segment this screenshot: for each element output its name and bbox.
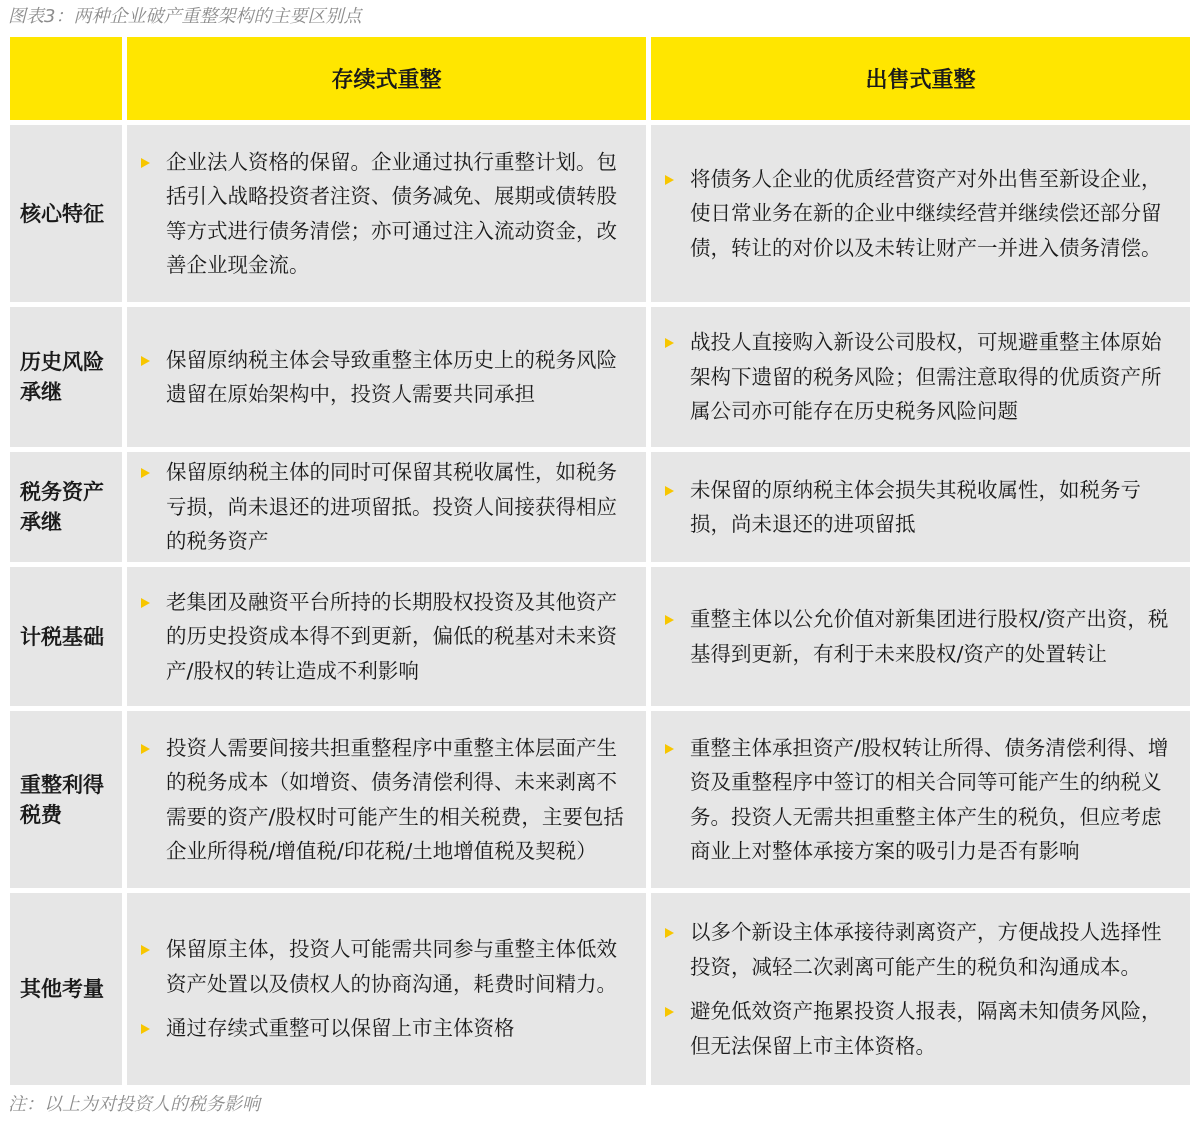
bullet-text: 企业法人资格的保留。企业通过执行重整计划。包括引入战略投资者注资、债务减免、展期或债转股等方式进行债务清偿；亦可通过注入流动资金，改善企业现金流。 xyxy=(166,149,617,277)
bullet-item xyxy=(665,162,1180,266)
bullet-item xyxy=(665,325,1180,429)
footnote: 注：以上为对投资人的税务影响 xyxy=(8,1094,260,1115)
row-label: 税务资产承继 xyxy=(10,452,122,562)
bullet-text: 战投人直接购入新设公司股权，可规避重整主体原始架构下遗留的税务风险；但需注意取得的优质资产所属公司亦可能存在历史税务风险问题 xyxy=(690,330,1162,424)
bullet-arrow-icon xyxy=(141,356,150,366)
bullet-item xyxy=(141,145,636,283)
row-label: 核心特征 xyxy=(10,125,122,302)
bullet-arrow-icon xyxy=(141,158,150,168)
bullet-arrow-icon xyxy=(665,744,674,754)
cell-continuing-reorg xyxy=(127,125,646,302)
bullet-arrow-icon xyxy=(141,1024,150,1034)
bullet-arrow-icon xyxy=(141,945,150,955)
cell-continuing-reorg xyxy=(127,307,646,447)
cell-sale-reorg xyxy=(651,567,1190,706)
bullet-item xyxy=(141,932,636,1001)
bullet-arrow-icon xyxy=(665,175,674,185)
bullet-item xyxy=(141,455,636,559)
cell-sale-reorg xyxy=(651,307,1190,447)
bullet-arrow-icon xyxy=(665,486,674,496)
cell-sale-reorg xyxy=(651,893,1190,1085)
bullet-item xyxy=(665,473,1180,542)
row-label: 历史风险承继 xyxy=(10,307,122,447)
cell-continuing-reorg xyxy=(127,452,646,562)
cell-sale-reorg xyxy=(651,452,1190,562)
bullet-item xyxy=(665,994,1180,1063)
bullet-arrow-icon xyxy=(141,598,150,608)
cell-continuing-reorg xyxy=(127,893,646,1085)
bullet-text: 通过存续式重整可以保留上市主体资格 xyxy=(166,1016,515,1041)
bullet-text: 避免低效资产拖累投资人报表，隔离未知债务风险，但无法保留上市主体资格。 xyxy=(690,999,1162,1058)
bullet-text: 将债务人企业的优质经营资产对外出售至新设企业，使日常业务在新的企业中继续经营并继续偿还部分留债，转让的对价以及未转让财产一并进入债务清偿。 xyxy=(690,166,1162,260)
bullet-text: 保留原主体，投资人可能需共同参与重整主体低效资产处置以及债权人的协商沟通，耗费时间精力。 xyxy=(166,937,617,996)
cell-continuing-reorg xyxy=(127,567,646,706)
bullet-text: 重整主体承担资产/股权转让所得、债务清偿利得、增资及重整程序中签订的相关合同等可能产生的纳税义务。投资人无需共担重整主体产生的税负，但应考虑商业上对整体承接方案的吸引力是否有影响 xyxy=(690,735,1169,863)
cell-continuing-reorg xyxy=(127,711,646,888)
bullet-text: 保留原纳税主体的同时可保留其税收属性，如税务亏损，尚未退还的进项留抵。投资人间接获得相应的税务资产 xyxy=(166,460,617,554)
bullet-arrow-icon xyxy=(665,615,674,625)
bullet-text: 未保留的原纳税主体会损失其税收属性，如税务亏损，尚未退还的进项留抵 xyxy=(690,477,1141,536)
bullet-arrow-icon xyxy=(141,744,150,754)
row-label: 重整利得税费 xyxy=(10,711,122,888)
bullet-item xyxy=(141,585,636,689)
bullet-arrow-icon xyxy=(665,928,674,938)
cell-sale-reorg xyxy=(651,711,1190,888)
bullet-arrow-icon xyxy=(665,338,674,348)
bullet-item xyxy=(141,343,636,412)
header-continuing-reorg: 存续式重整 xyxy=(127,37,646,120)
bullet-item xyxy=(665,602,1180,671)
row-label: 其他考量 xyxy=(10,893,122,1085)
comparison-table xyxy=(10,37,1190,1085)
bullet-item xyxy=(141,731,636,869)
row-label: 计税基础 xyxy=(10,567,122,706)
figure-caption: 图表3：两种企业破产重整架构的主要区别点 xyxy=(8,6,362,27)
bullet-arrow-icon xyxy=(141,468,150,478)
bullet-item xyxy=(665,915,1180,984)
bullet-text: 老集团及融资平台所持的长期股权投资及其他资产的历史投资成本得不到更新，偏低的税基对未来资产/股权的转让造成不利影响 xyxy=(166,589,617,683)
bullet-text: 投资人需要间接共担重整程序中重整主体层面产生的税务成本（如增资、债务清偿利得、未来剥离不需要的资产/股权时可能产生的相关税费，主要包括企业所得税/增值税/印花税/土地增值税及契税） xyxy=(166,735,624,863)
bullet-item xyxy=(141,1011,636,1046)
header-sale-reorg: 出售式重整 xyxy=(651,37,1190,120)
bullet-arrow-icon xyxy=(665,1007,674,1017)
bullet-text: 保留原纳税主体会导致重整主体历史上的税务风险遗留在原始架构中，投资人需要共同承担 xyxy=(166,347,617,406)
cell-sale-reorg xyxy=(651,125,1190,302)
bullet-text: 以多个新设主体承接待剥离资产，方便战投人选择性投资，减轻二次剥离可能产生的税负和沟通成本。 xyxy=(690,920,1162,979)
bullet-item xyxy=(665,731,1180,869)
bullet-text: 重整主体以公允价值对新集团进行股权/资产出资，税基得到更新，有利于未来股权/资产的处置转让 xyxy=(690,607,1169,666)
header-corner xyxy=(10,37,122,120)
